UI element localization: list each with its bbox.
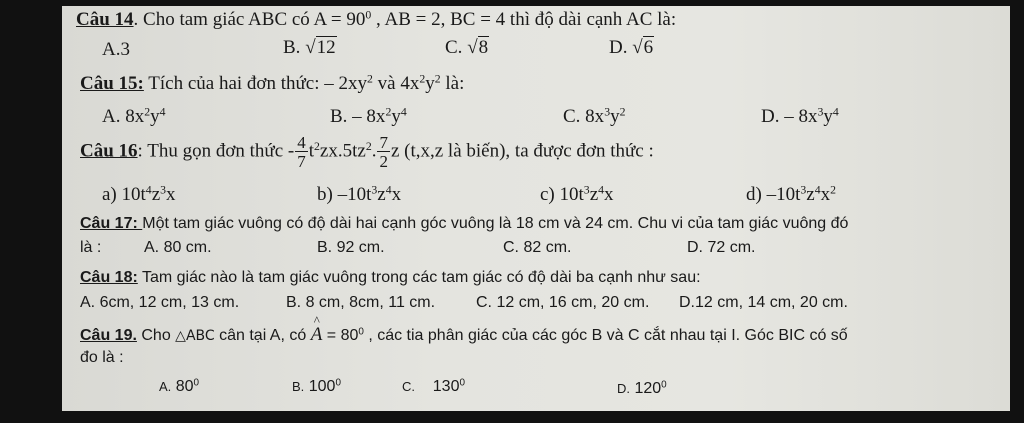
q18-option-c: C. 12 cm, 16 cm, 20 cm. — [476, 294, 650, 311]
q18-option-b: B. 8 cm, 8cm, 11 cm. — [286, 294, 436, 311]
q16-option-b: b) $-10t^3z^4x$ — [317, 183, 402, 205]
fraction-4-7: $\frac{4}{7}$ — [297, 133, 306, 171]
q18-option-d: D.12 cm, 14 cm, 20 cm. — [679, 294, 848, 311]
q19-do-la: đo là : — [80, 349, 124, 366]
q19-option-a: A. $80^0$ — [159, 377, 200, 395]
q14-label: Câu 14 — [76, 9, 134, 30]
q18-stem: Câu 18: Tam giác nào là tam giác vuông trong các tam giác có độ dài ba cạnh như sau: — [80, 269, 701, 286]
triangle-symbol: △ABC — [175, 328, 215, 344]
q15-option-b: B. – $8x^2y^4$ — [330, 105, 407, 127]
q18-option-a: A. 6cm, 12 cm, 13 cm. — [80, 294, 240, 311]
q15-stem: Câu 15: Tích của hai đơn thức: – $2xy^2$ và $4x^2y^2$ là: — [80, 72, 465, 94]
q17-label: Câu 17: — [80, 215, 143, 232]
q16-label: Câu 16 — [80, 140, 138, 162]
angle-a: ^ A — [310, 313, 323, 345]
q14-stem: Câu 14. Cho tam giác ABC có $A = 90^0$ , AB = 2, BC = 4 thì độ dài cạnh AC là: — [76, 8, 677, 30]
q19-option-c: C. $130^0$ — [402, 377, 465, 395]
q19-option-d: D. $120^0$ — [617, 379, 667, 397]
q16-option-c: c) $10t^3z^4x$ — [540, 183, 614, 205]
q16-stem: Câu 16: Thu gọn đơn thức - $\frac{4}{7}$ $t^2zx.5tz^2$. $\frac{7}{2}$ z (t,x,z là biến), ta được đơn thức : — [80, 133, 654, 171]
q18-label: Câu 18: — [80, 269, 138, 286]
fraction-7-2: $\frac{7}{2}$ — [379, 133, 388, 171]
q17-option-b: B. 92 cm. — [317, 239, 385, 256]
q17-option-c: C. 82 cm. — [503, 239, 572, 256]
q19-label: Câu 19. — [80, 327, 137, 344]
q14-option-d: D. √6 — [609, 37, 654, 58]
q19-stem: Câu 19. Cho △ABC cân tại A, có ^ $A = 80^0$ , các tia phân giác của các góc B và C cắt nhau tại I. Góc BIC có số — [80, 313, 848, 345]
q14-option-c: C. √8 — [445, 37, 489, 58]
q14-option-a: A.3 — [102, 39, 130, 60]
q16-option-d: d) $-10t^3z^4x^2$ — [746, 183, 836, 205]
q17-option-a: A. 80 cm. — [144, 239, 212, 256]
q15-option-a: A. $8x^2y^4$ — [102, 105, 166, 127]
worksheet — [62, 6, 1010, 411]
q17-stem: Câu 17: Một tam giác vuông có độ dài hai cạnh góc vuông là 18 cm và 24 cm. Chu vi của tam giác vuông đó — [80, 215, 849, 232]
q17-option-d: D. 72 cm. — [687, 239, 756, 256]
q15-label: Câu 15: — [80, 73, 144, 94]
q16-option-a: a) $10t^4z^3x$ — [102, 183, 176, 205]
q17-la: là : — [80, 239, 102, 256]
q19-option-b: B. $100^0$ — [292, 377, 341, 395]
q15-option-d: D. – $8x^3y^4$ — [761, 105, 839, 127]
q15-option-c: C. $8x^3y^2$ — [563, 105, 626, 127]
q14-option-b: B. √12 — [283, 37, 336, 58]
